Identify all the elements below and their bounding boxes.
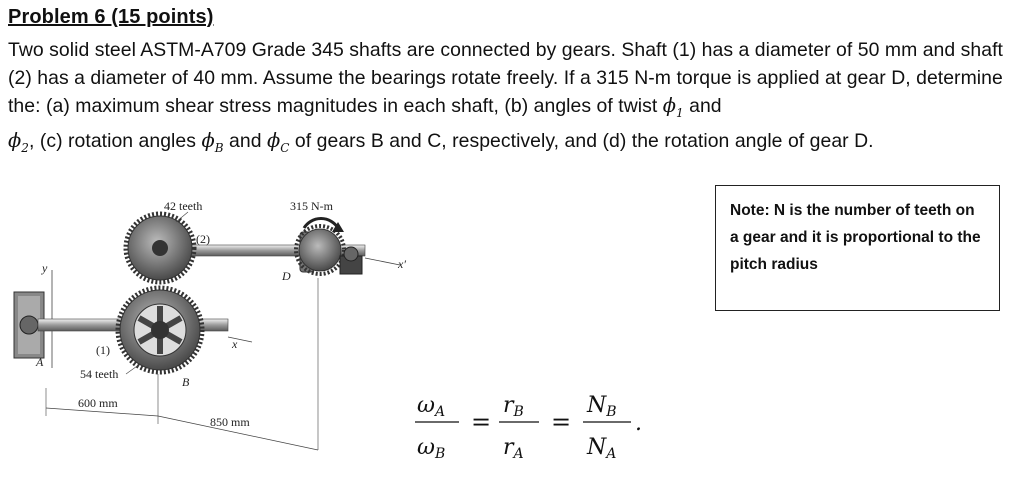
- label-torque: 315 N-m: [290, 199, 333, 213]
- label-gear-c-teeth: 42 teeth: [164, 199, 203, 213]
- label-shaft-1: (1): [96, 343, 110, 357]
- x-prime-axis-line: [365, 258, 400, 265]
- gear-b: [118, 288, 202, 372]
- label-gear-b-teeth: 54 teeth: [80, 367, 119, 381]
- label-y: y: [42, 261, 48, 275]
- svg-text:=: =: [471, 408, 492, 436]
- eq-r-a: rA: [503, 435, 524, 462]
- phi-1: $\phi_1$: [662, 94, 684, 120]
- label-shaft-2: (2): [196, 232, 210, 246]
- label-x-prime: x′: [398, 257, 406, 271]
- phi-c: $\phi_C$: [266, 128, 290, 155]
- eq-omega-a: ωA: [417, 393, 446, 420]
- svg-text:.: .: [635, 411, 642, 436]
- eq-n-a: NA: [587, 435, 617, 462]
- eq-n-b: NB: [587, 393, 617, 420]
- note-box: [715, 185, 1000, 311]
- svg-text:=: =: [551, 408, 572, 436]
- label-d: D: [282, 269, 291, 283]
- note-text: Note: N is the number of teeth on a gear and it is proportional to the pitch radius: [730, 202, 981, 273]
- problem-title: Problem 6 (15 points): [8, 6, 214, 28]
- phi-2: $\phi_2$: [8, 128, 29, 155]
- gear-d: [296, 226, 362, 274]
- label-dim-600: 600 mm: [78, 396, 118, 410]
- problem-statement: Two solid steel ASTM-A709 Grade 345 shafts are connected by gears. Shaft (1) has a diameter of 50 mm and shaft (2) has a diameter of 40 mm. Assume the bearings rotate freely. If a 315 N-m torque is applied at gear D, determine the: (a) maximum shear stress magnitudes in each shaft, (b) angles of twist $\phi_1$ and $\phi_2$, (c) rotation angles $\phi_B$ and $\phi_C$ of gears B and C, respectively, and (d) the rotation angle of gear D.: [8, 39, 1003, 155]
- label-dim-850: 850 mm: [210, 415, 250, 429]
- label-a: A: [36, 355, 44, 369]
- gear-c: [126, 214, 194, 282]
- gear-shaft-figure: [0, 188, 470, 458]
- eq-r-b: rB: [503, 393, 524, 420]
- phi-b: $\phi_B$: [201, 128, 224, 155]
- gear-ratio-equation: [415, 382, 655, 470]
- label-x: x: [232, 337, 238, 351]
- eq-omega-b: ωB: [417, 435, 446, 462]
- label-b: B: [182, 375, 190, 389]
